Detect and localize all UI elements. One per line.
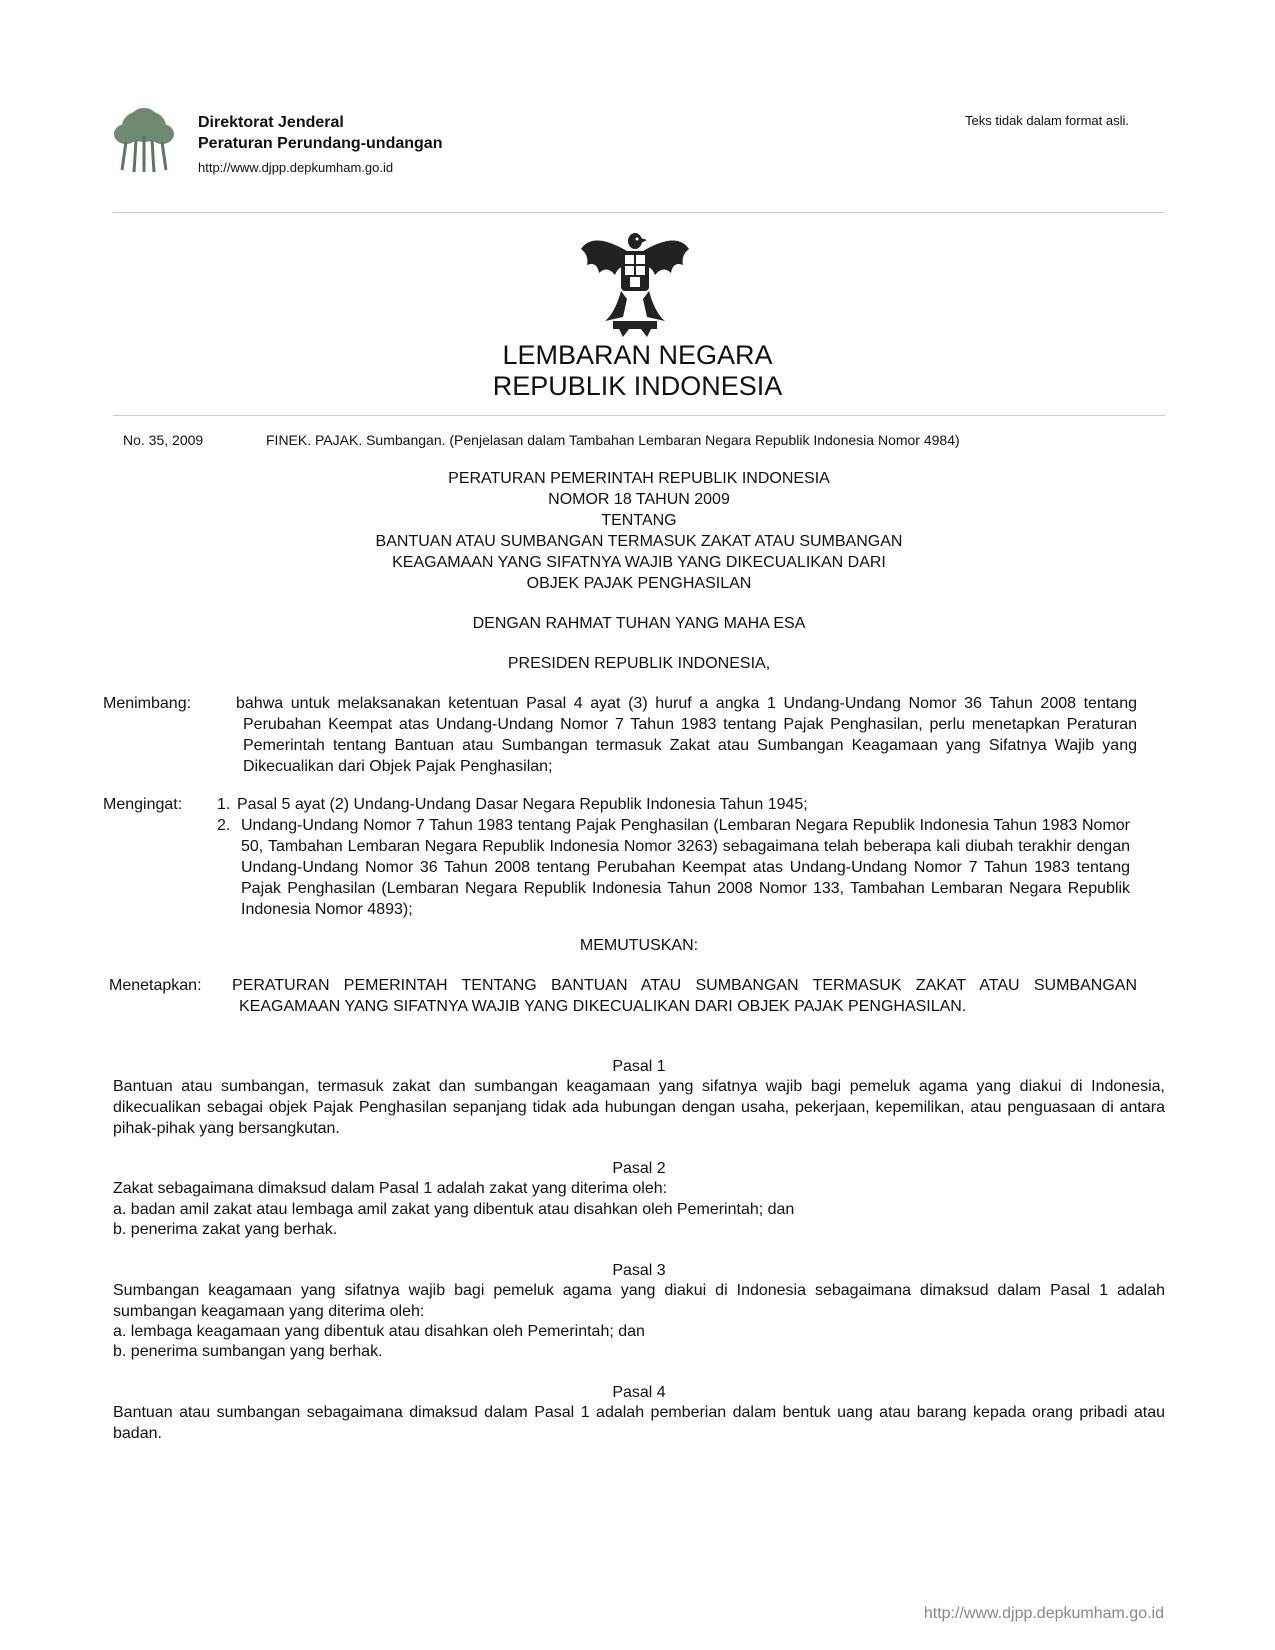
pasal-list-item: b. penerima sumbangan yang berhak.: [113, 1343, 383, 1360]
menetapkan-label: Menetapkan:: [109, 977, 202, 994]
gazette-title-line2: REPUBLIK INDONESIA: [492, 371, 783, 401]
memutuskan: MEMUTUSKAN:: [579, 937, 699, 954]
regulation-heading-line: OBJEK PAJAK PENGHASILAN: [526, 575, 752, 592]
title-divider: [113, 415, 1165, 416]
regulation-heading-line: TENTANG: [601, 512, 677, 529]
gazette-title-line1: LEMBARAN NEGARA: [502, 340, 773, 370]
invocation: DENGAN RAHMAT TUHAN YANG MAHA ESA: [472, 615, 806, 632]
regulation-heading-line: KEAGAMAAN YANG SIFATNYA WAJIB YANG DIKECUALIKAN DARI: [392, 554, 886, 571]
regulation-heading-line: NOMOR 18 TAHUN 2009: [548, 491, 730, 508]
pasal-paragraph: Bantuan atau sumbangan sebagaimana dimaksud dalam Pasal 1 adalah pemberian dalam bentuk uang atau barang kepada orang pribadi atau badan.: [113, 1404, 1165, 1442]
pasal-list-item: a. lembaga keagamaan yang dibentuk atau disahkan oleh Pemerintah; dan: [113, 1323, 645, 1340]
menimbang-label: Menimbang:: [103, 695, 192, 712]
header-note: Teks tidak dalam format asli.: [965, 113, 1130, 128]
mengingat-item-number: 2.: [217, 817, 231, 834]
president-line: PRESIDEN REPUBLIK INDONESIA,: [507, 655, 771, 672]
mengingat-label: Mengingat:: [103, 796, 183, 813]
pasal-list-item: b. penerima zakat yang berhak.: [113, 1221, 338, 1238]
regulation-heading-line: BANTUAN ATAU SUMBANGAN TERMASUK ZAKAT ATAU SUMBANGAN: [375, 533, 903, 550]
gazette-title: [0, 340, 1275, 402]
mengingat-item-number: 1.: [217, 796, 231, 813]
mengingat-item-text: Pasal 5 ayat (2) Undang-Undang Dasar Negara Republik Indonesia Tahun 1945;: [237, 796, 808, 813]
pasal-heading: Pasal 3: [612, 1262, 666, 1279]
pasal-paragraph: Bantuan atau sumbangan, termasuk zakat dan sumbangan keagamaan yang sifatnya wajib bagi pemeluk agama yang diakui di Indonesia, dikecualikan sebagai objek Pajak Penghasilan sepanjang tidak ada hubungan dengan usaha, pekerjaan, kepemilikan, atau penguasaan di antara pihak-pihak yang bersangkutan.: [113, 1078, 1165, 1137]
pasal-heading: Pasal 1: [612, 1058, 666, 1075]
menetapkan-text: PERATURAN PEMERINTAH TENTANG BANTUAN ATAU SUMBANGAN TERMASUK ZAKAT ATAU SUMBANGAN KEAGAMAAN YANG SIFATNYA WAJIB YANG DIKECUALIKAN DARI OBJEK PAJAK PENGHASILAN.: [232, 977, 1137, 1015]
header-url[interactable]: http://www.djpp.depkumham.go.id: [198, 160, 394, 175]
pasal-paragraph: Zakat sebagaimana dimaksud dalam Pasal 1 adalah zakat yang diterima oleh:: [113, 1180, 668, 1197]
header-org-line2: Peraturan Perundang-undangan: [198, 135, 443, 152]
regulation-heading: [113, 468, 1165, 594]
header-org: [198, 112, 442, 154]
header-divider: [113, 212, 1165, 213]
pasal-heading: Pasal 2: [612, 1160, 666, 1177]
garuda-emblem: [575, 221, 695, 339]
pasal-list-item: a. badan amil zakat atau lembaga amil zakat yang dibentuk atau disahkan oleh Pemerintah; dan: [113, 1201, 795, 1218]
pasal-heading: Pasal 4: [612, 1384, 666, 1401]
gazette-number: No. 35, 2009: [123, 432, 204, 448]
gazette-description: FINEK. PAJAK. Sumbangan. (Penjelasan dalam Tambahan Lembaran Negara Republik Indonesia Nomor 4984): [266, 432, 960, 448]
djpp-tree-logo: [112, 106, 176, 174]
menimbang-text: bahwa untuk melaksanakan ketentuan Pasal 4 ayat (3) huruf a angka 1 Undang-Undang Nomor 36 Tahun 2008 tentang Perubahan Keempat atas Undang-Undang Nomor 7 Tahun 1983 tentang Pajak Penghasilan, perlu menetapkan Peraturan Pemerintah tentang Bantuan atau Sumbangan termasuk Zakat atau Sumbangan Keagamaan yang Sifatnya Wajib yang Dikecualikan dari Objek Pajak Penghasilan;: [236, 695, 1137, 775]
mengingat-item-text: Undang-Undang Nomor 7 Tahun 1983 tentang Pajak Penghasilan (Lembaran Negara Republik Indonesia Tahun 1983 Nomor 50, Tambahan Lembaran Negara Republik Indonesia Nomor 3263) sebagaimana telah beberapa kali diubah terakhir dengan Undang-Undang Nomor 36 Tahun 2008 tentang Perubahan Keempat atas Undang-Undang Nomor 7 Tahun 1983 tentang Pajak Penghasilan (Lembaran Negara Republik Indonesia Tahun 2008 Nomor 133, Tambahan Lembaran Negara Republik Indonesia Nomor 4893);: [241, 817, 1130, 918]
regulation-heading-line: PERATURAN PEMERINTAH REPUBLIK INDONESIA: [448, 470, 830, 487]
footer-url[interactable]: http://www.djpp.depkumham.go.id: [923, 1605, 1164, 1622]
header-org-line1: Direktorat Jenderal: [198, 114, 344, 131]
pasal-paragraph: Sumbangan keagamaan yang sifatnya wajib bagi pemeluk agama yang diakui di Indonesia sebagaimana dimaksud dalam Pasal 1 adalah sumbangan keagamaan yang diterima oleh:: [113, 1282, 1165, 1320]
